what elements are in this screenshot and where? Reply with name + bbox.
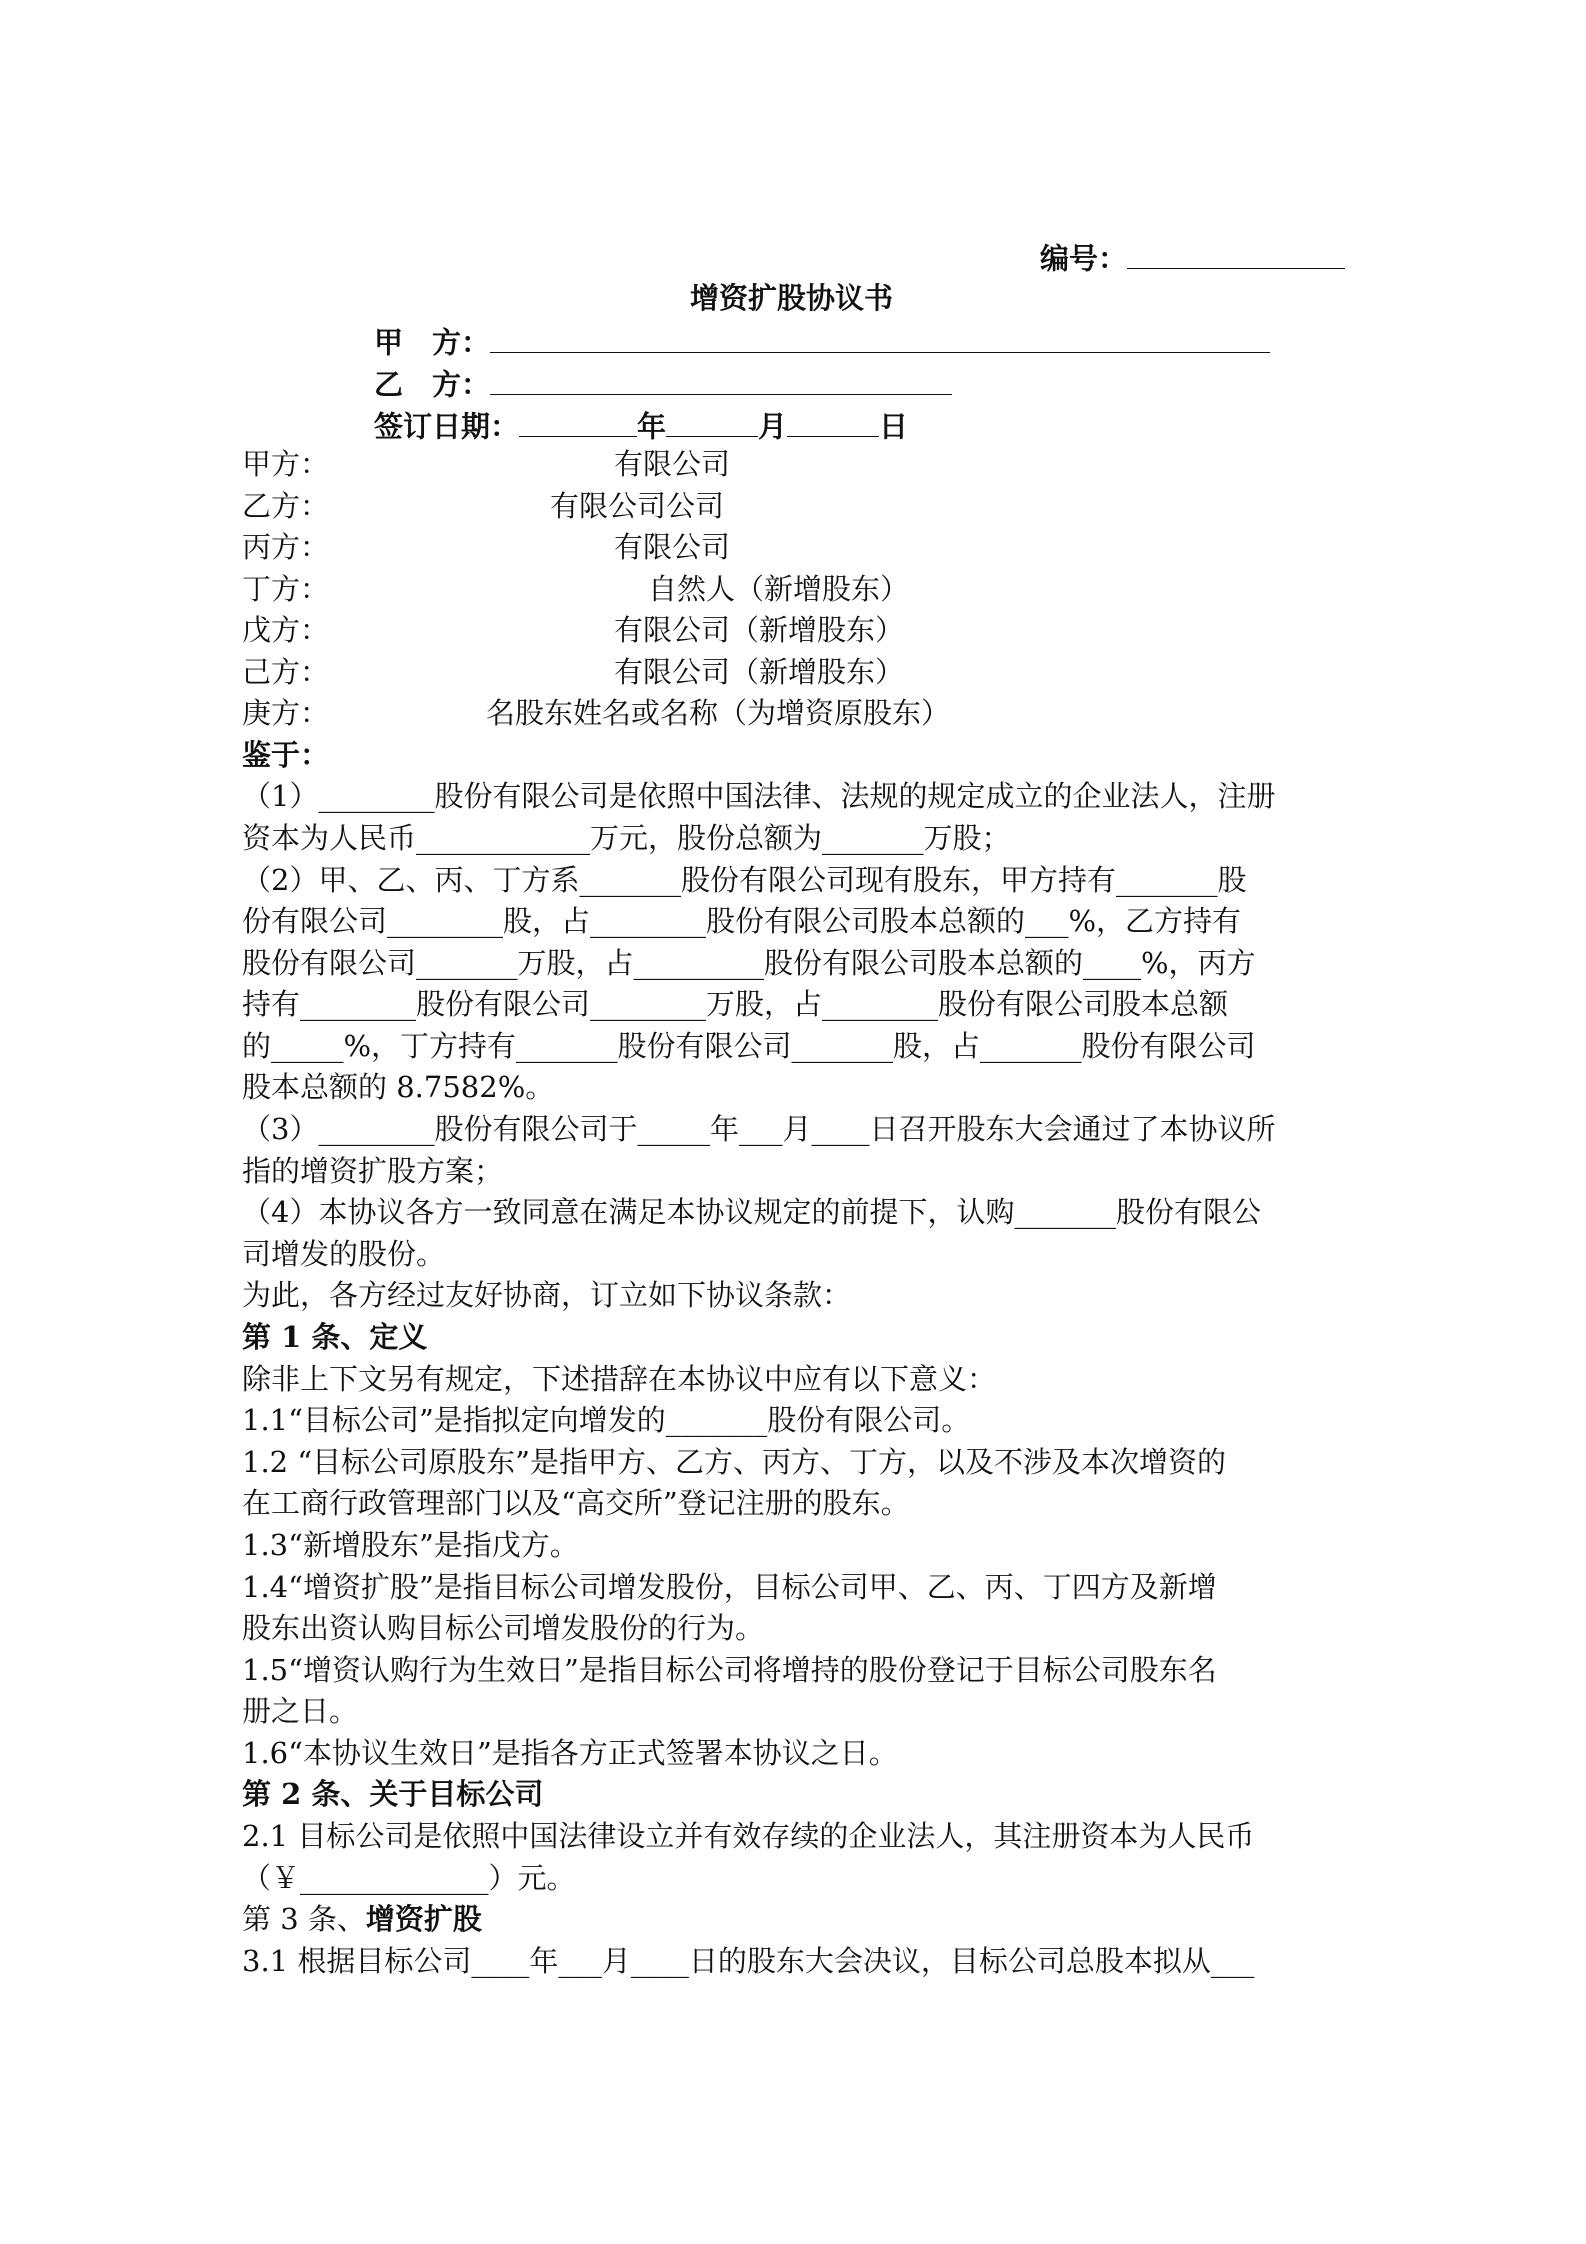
article-3-title: 增资扩股: [365, 1902, 482, 1936]
body-line: 司增发的股份。: [242, 1237, 446, 1271]
party-row: [242, 696, 330, 730]
article-3-prefix: 第 3 条、: [242, 1902, 366, 1936]
article-3-heading: [242, 1902, 482, 1936]
party-b-line: [374, 366, 952, 400]
body-line: 持有________股份有限公司________万股，占________股份有限公司股本总额: [242, 987, 1229, 1021]
body-line: 股本总额的 8.7582%。: [242, 1070, 555, 1104]
party-row: [242, 572, 330, 606]
body-line: 1.5“增资认购行为生效日”是指目标公司将增持的股份登记于目标公司股东名: [242, 1653, 1217, 1687]
body-line: 1.4“增资扩股”是指目标公司增发股份，目标公司甲、乙、丙、丁四方及新增: [242, 1570, 1217, 1604]
body-line: 份有限公司________股，占________股份有限公司股本总额的___%，乙方持有: [242, 904, 1242, 938]
body-line: （4）本协议各方一致同意在满足本协议规定的前提下，认购_______股份有限公: [242, 1195, 1261, 1229]
party-row: [242, 530, 330, 564]
day-label: 日: [879, 409, 909, 444]
month-label: 月: [758, 409, 788, 444]
year-label: 年: [637, 409, 667, 444]
day-blank: [787, 408, 879, 437]
body-line: （3）________股份有限公司于_____年___月____日召开股东大会通过了本协议所: [242, 1112, 1276, 1146]
party-name: 有限公司（新增股东）: [614, 655, 905, 689]
recitals-label: 鉴于：: [242, 738, 330, 772]
number-label: 编号：: [1040, 241, 1128, 276]
document-title: 增资扩股协议书: [690, 281, 894, 315]
body-line: 除非上下文另有规定，下述措辞在本协议中应有以下意义：: [242, 1362, 997, 1396]
party-a-line: [374, 324, 1270, 358]
body-line: 在工商行政管理部门以及“高交所”登记注册的股东。: [242, 1486, 910, 1520]
body-line: 1.6“本协议生效日”是指各方正式签署本协议之日。: [242, 1736, 898, 1770]
party-name: 有限公司: [614, 447, 731, 481]
body-line: 册之日。: [242, 1694, 359, 1728]
article-1-heading: 第 1 条、定义: [242, 1320, 428, 1354]
body-line: 1.2 “目标公司原股东”是指甲方、乙方、丙方、丁方，以及不涉及本次增资的: [242, 1445, 1226, 1479]
body-line: 为此，各方经过友好协商，订立如下协议条款：: [242, 1278, 852, 1312]
document-number: [1040, 240, 1345, 274]
party-label: 甲方：: [242, 447, 330, 481]
year-blank: [519, 408, 637, 437]
body-line: 2.1 目标公司是依照中国法律设立并有效存续的企业法人，其注册资本为人民币: [242, 1819, 1255, 1853]
body-line: 资本为人民币____________万元，股份总额为_______万股；: [242, 821, 1011, 855]
party-a-label: 甲 方：: [374, 325, 491, 360]
party-a-blank: [490, 324, 1270, 353]
body-line: 1.1“目标公司”是指拟定向增发的_______股份有限公司。: [242, 1403, 971, 1437]
party-label: 戊方：: [242, 613, 330, 647]
party-label: 乙方：: [242, 489, 330, 523]
body-line: 1.3“新增股东”是指戊方。: [242, 1528, 579, 1562]
party-row: [242, 655, 330, 689]
party-label: 丁方：: [242, 572, 330, 606]
party-row: [242, 489, 330, 523]
party-label: 庚方：: [242, 696, 330, 730]
article-2-heading: 第 2 条、关于目标公司: [242, 1777, 544, 1811]
party-name: 有限公司（新增股东）: [614, 613, 905, 647]
body-line: 的_____%，丁方持有_______股份有限公司_______股，占_______股份有限公司: [242, 1029, 1256, 1063]
party-name: 有限公司: [614, 530, 731, 564]
party-name: 有限公司公司: [550, 489, 725, 523]
party-label: 己方：: [242, 655, 330, 689]
party-row: [242, 613, 330, 647]
sign-date-line: [374, 408, 908, 442]
sign-date-label: 签订日期：: [374, 409, 520, 444]
party-row: [242, 447, 330, 481]
body-line: （1）________股份有限公司是依照中国法律、法规的规定成立的企业法人，注册: [242, 779, 1276, 813]
body-line: （2）甲、乙、丙、丁方系_______股份有限公司现有股东，甲方持有_______股: [242, 863, 1247, 897]
party-name: 自然人（新增股东）: [648, 572, 910, 606]
body-line: 3.1 根据目标公司____年___月____日的股东大会决议，目标公司总股本拟从___: [242, 1944, 1255, 1978]
body-line: （￥_____________）元。: [242, 1861, 576, 1895]
month-blank: [666, 408, 758, 437]
party-b-blank: [490, 366, 952, 395]
number-blank: [1127, 240, 1345, 269]
party-label: 丙方：: [242, 530, 330, 564]
party-b-label: 乙 方：: [374, 367, 491, 402]
body-line: 指的增资扩股方案；: [242, 1154, 504, 1188]
party-name: 名股东姓名或名称（为增资原股东）: [486, 696, 951, 730]
body-line: 股东出资认购目标公司增发股份的行为。: [242, 1611, 765, 1645]
body-line: 股份有限公司_______万股，占_________股份有限公司股本总额的____%，丙方: [242, 946, 1256, 980]
